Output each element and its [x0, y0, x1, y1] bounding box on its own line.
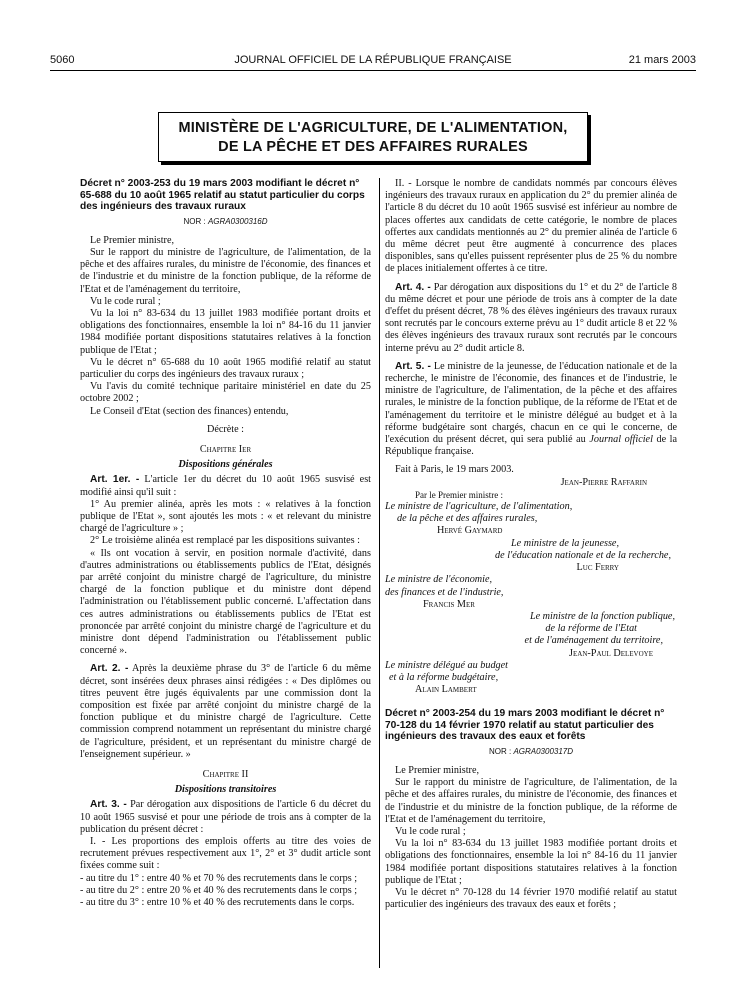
- article-5: Art. 5. - Le ministre de la jeunesse, de l'éducation nationale et de la recherche, le ministre de l'économie, des finances et de l'industrie, le ministre de l'agriculture, de l'alimentation, de la pêche et des affaires rurales, le ministre de la fonction publique, de la réforme de l'Etat et de l'aménagement du territoire et le ministre délégué au budget et à la réforme budgétaire sont chargés, chacun en ce qui le concerne, de l'exécution du présent décret, qui sera publié au Journal officiel de la République française.: [385, 360, 678, 458]
- minister-fp-title-2: de la réforme de l'Etat: [545, 623, 637, 635]
- page-number: 5060: [50, 54, 75, 66]
- left-column: [80, 178, 371, 909]
- minister-fp-title: Le ministre de la fonction publique,: [529, 610, 675, 622]
- article-3: Art. 3. - Par dérogation aux dispositions de l'article 6 du décret du 10 août 1965 susvisé et pour une période de trois ans à compter de la publication du présent décret :: [80, 799, 371, 835]
- decree-2-visa-decret: Vu le décret n° 70-128 du 14 février 1970 modifié relatif au statut particulier des ingénieurs des travaux des eaux et forêts ;: [385, 887, 677, 911]
- minister-agri-title: Le ministre de l'agriculture, de l'alimentation,: [385, 501, 573, 513]
- article-2: Art. 2. - Après la deuxième phrase du 3° de l'article 6 du même décret, sont insérées deux phrases ainsi rédigées : « Des diplômes ou titres peuvent être jugés équivalents par une commission dont la composition est fixée par arrêté conjoint du ministre chargé de la fonction publique et du ministre chargé de l'agriculture. Cette commission comprend notamment un représentant du ministre chargé de l'agriculture, président, et un représentant du ministre chargé de l'enseignement supérieur. »: [80, 663, 371, 760]
- visa-conseil: Le Conseil d'Etat (section des finances) entendu,: [90, 405, 289, 417]
- ministry-line-2: DE LA PÊCHE ET DES AFFAIRES RURALES: [218, 139, 528, 155]
- decree-2-visa-code: Vu le code rural ;: [395, 826, 466, 838]
- minister-fp-title-3: et de l'aménagement du territoire,: [524, 635, 663, 647]
- decrete: Décrète :: [206, 423, 245, 435]
- chapter-2: Chapitre II: [202, 769, 249, 781]
- chapter-2-title: Dispositions transitoires: [174, 784, 277, 796]
- decree-2-preamble-pm: Le Premier ministre,: [395, 765, 480, 777]
- chapter-1-title: Dispositions générales: [178, 459, 273, 471]
- column-divider: [379, 178, 380, 968]
- decree-2-visa-loi: Vu la loi n° 83-634 du 13 juillet 1983 modifiée portant droits et obligations des fonctionnaires, ensemble la loi n° 84-16 du 11 janvier 1984 modifiée portant dispositions statutaires relatives à la fonction publique de l'Etat ;: [385, 838, 677, 886]
- decree-1-nor: NOR : AGRA0300316D: [183, 216, 268, 226]
- fait-a-paris: Fait à Paris, le 19 mars 2003.: [395, 464, 514, 476]
- signature-pm: Jean-Pierre Raffarin: [560, 476, 647, 488]
- minister-eco-title-2: des finances et de l'industrie,: [385, 586, 504, 598]
- article-1-p2: 2° Le troisième alinéa est remplacé par les dispositions suivantes :: [90, 535, 361, 547]
- journal-title: JOURNAL OFFICIEL DE LA RÉPUBLIQUE FRANÇAISE: [234, 54, 512, 66]
- minister-jeunesse-title-2: de l'éducation nationale et de la recherche,: [495, 549, 671, 561]
- right-column: [385, 178, 677, 911]
- article-3-p2: II. - Lorsque le nombre de candidats nommés par concours élèves ingénieurs des travaux ruraux en application du 2° du premier alinéa de l'article 8 du décret du 10 août 1965 susvisé est inférieur au nombre de places offertes aux candidats de cette catégorie, le nombre de places offertes aux candidats mentionnés au 2° du premier alinéa de l'article 6 du même décret peut être augmenté à concurrence des places disponibles, sans qu'elles puissent représenter plus de 25 % du nombre de places initialement offertes à ce titre.: [385, 178, 677, 275]
- signature-jeunesse: Luc Ferry: [576, 562, 619, 574]
- decree-2-nor: NOR : AGRA0300317D: [488, 746, 574, 756]
- decree-1-title: Décret n° 2003-253 du 19 mars 2003 modifiant le décret n° 65-688 du 10 août 1965 relatif au statut particulier du corps des ingénieurs des travaux ruraux: [80, 178, 365, 212]
- par-premier-ministre: Par le Premier ministre :: [415, 489, 503, 500]
- signature-eco: Francis Mer: [423, 598, 475, 610]
- article-4: Art. 4. - Par dérogation aux dispositions du 1° et du 2° de l'article 8 du même décret et pour une période de trois ans à compter de la date d'effet du présent décret, 78 % des élèves ingénieurs des travaux ruraux sont recrutés par le concours externe prévu au 1° dudit article 8 et 22 % des élèves ingénieurs des travaux ruraux sont recrutés par le concours interne prévu au 2° dudit article 8.: [385, 281, 677, 354]
- decree-2-preamble-rapport: Sur le rapport du ministre de l'agriculture, de l'alimentation, de la pêche et des affaires rurales, du ministre de l'économie, des finances et de l'industrie et du ministre de la fonction publique, de la réforme de l'Etat et de l'aménagement du territoire,: [385, 777, 677, 825]
- visa-avis: Vu l'avis du comité technique paritaire ministériel en date du 25 octobre 2002 ;: [80, 381, 371, 405]
- ministry-line-1: MINISTÈRE DE L'AGRICULTURE, DE L'ALIMENTATION,: [178, 120, 568, 136]
- minister-budget-title-2: et à la réforme budgétaire,: [389, 671, 499, 683]
- list-item: - au titre du 3° : entre 10 % et 40 % des recrutements dans le corps.: [80, 897, 355, 909]
- ministry-heading: [158, 112, 588, 162]
- header-rule: [50, 70, 696, 71]
- article-3-p1: I. - Les proportions des emplois offerts au titre des voies de recrutement prévues respectivement aux 1°, 2° et 3° dudit article sont fixées comme suit :: [80, 836, 371, 872]
- issue-date: 21 mars 2003: [628, 54, 696, 66]
- chapter-1: Chapitre Ier: [199, 443, 252, 455]
- preamble-pm: Le Premier ministre,: [90, 234, 175, 246]
- article-1: Art. 1er. - L'article 1er du décret du 10 août 1965 susvisé est modifié ainsi qu'il suit :: [80, 474, 372, 498]
- signature-agri: Hervé Gaymard: [437, 525, 503, 537]
- minister-jeunesse-title: Le ministre de la jeunesse,: [511, 537, 619, 549]
- decree-2-title: Décret n° 2003-254 du 19 mars 2003 modifiant le décret n° 70-128 du 14 février 1970 relatif au statut particulier des ingénieurs des travaux des eaux et forêts: [385, 708, 665, 743]
- minister-agri-title-2: de la pêche et des affaires rurales,: [397, 513, 538, 525]
- page-header: [50, 50, 696, 70]
- visa-code: Vu le code rural ;: [90, 295, 161, 307]
- signature-budget: Alain Lambert: [415, 684, 477, 696]
- preamble-rapport: Sur le rapport du ministre de l'agriculture, de l'alimentation, de la pêche et des affaires rurales, du ministre de l'économie, des finances et de l'industrie et du ministre de la fonction publique, de la réforme de l'Etat et de l'aménagement du territoire,: [80, 246, 371, 295]
- list-item: - au titre du 2° : entre 20 % et 40 % des recrutements dans le corps ;: [80, 884, 358, 896]
- article-1-p3: « Ils ont vocation à servir, en position normale d'activité, dans d'autres administrations ou établissements publics de l'Etat, désignés par arrêté conjoint du ministre chargé de l'agriculture, du ministre chargé de la fonction publique et du ministre dont dépend l'administration ou l'établissement public concerné. L'affectation dans ces autres administrations ou établissements publics de l'Etat est prononcée par arrêté conjoint du ministre chargé de l'agriculture et du ministre dont dépend l'administration ou l'établissement public concerné ».: [80, 547, 371, 657]
- list-item: - au titre du 1° : entre 40 % et 70 % des recrutements dans le corps ;: [80, 872, 358, 884]
- minister-budget-title: Le ministre délégué au budget: [385, 659, 508, 671]
- visa-loi: Vu la loi n° 83-634 du 13 juillet 1983 modifiée portant droits et obligations des fonctionnaires, ensemble la loi n° 84-16 du 11 janvier 1984 modifiée portant dispositions statutaires relatives à la fonction publique de l'Etat ;: [80, 307, 371, 356]
- article-1-p1: 1° Au premier alinéa, après les mots : « relatives à la fonction publique de l'Etat », sont ajoutés les mots : « et relevant du ministre chargé de l'agriculture » ;: [80, 498, 371, 535]
- visa-decret: Vu le décret n° 65-688 du 10 août 1965 modifié relatif au statut particulier du corps des ingénieurs des travaux ruraux ;: [80, 356, 371, 380]
- minister-eco-title: Le ministre de l'économie,: [385, 574, 493, 586]
- signature-fp: Jean-Paul Delevoye: [569, 647, 653, 659]
